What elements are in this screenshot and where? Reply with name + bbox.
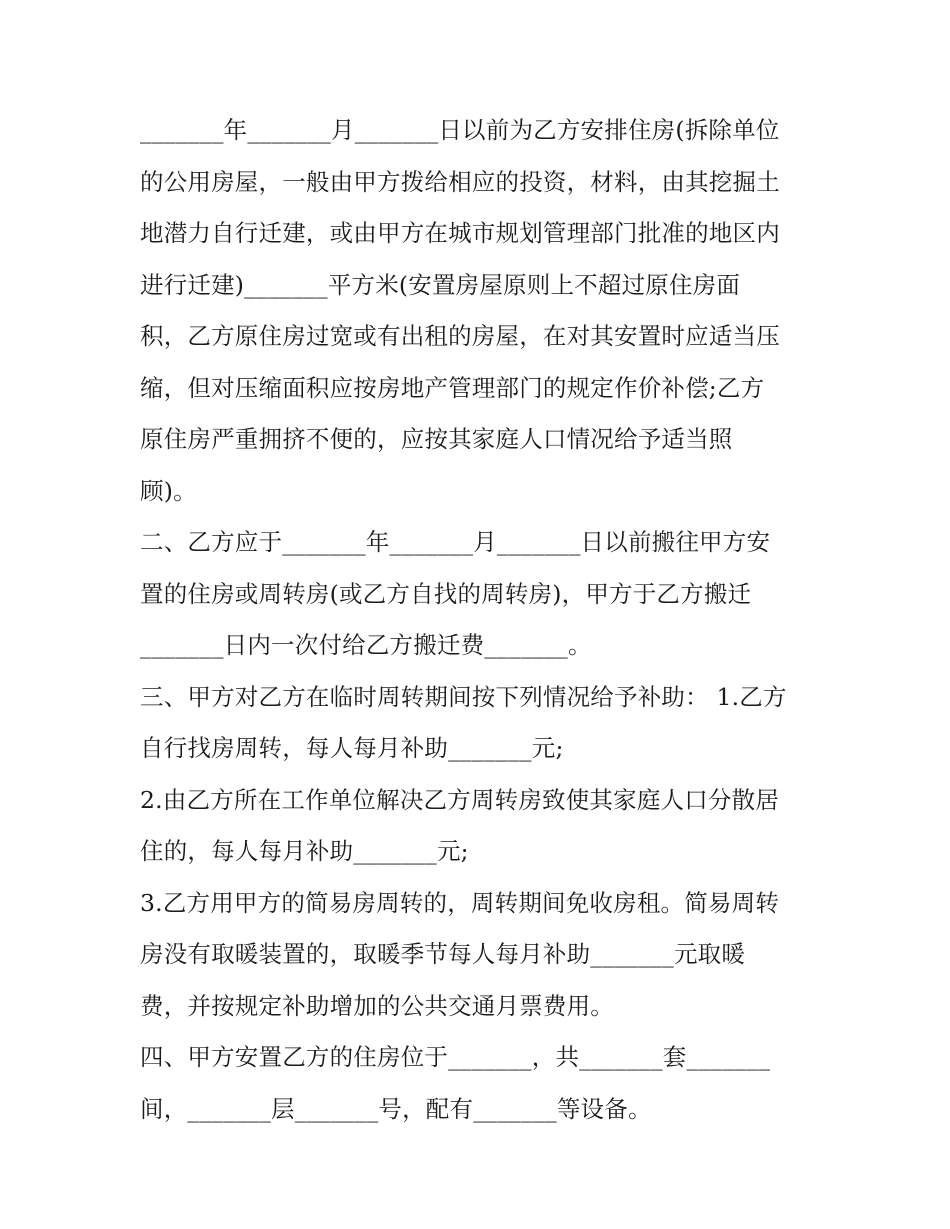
text-line: 置的住房或周转房(或乙方自找的周转房)，甲方于乙方搬迁: [140, 579, 752, 608]
text-line: 积，乙方原住房过宽或有出租的房屋，在对其安置时应适当压: [140, 322, 780, 350]
text-line: 2.由乙方所在工作单位解决乙方周转房致使其家庭人口分散居: [140, 785, 780, 814]
text-line: 原住房严重拥挤不便的，应按其家庭人口情况给予适当照: [140, 425, 733, 453]
text-line: 费，并按规定补助增加的公共交通月票费用。: [140, 991, 614, 1020]
clause-3-line: 三、甲方对乙方在临时周转期间按下列情况给予补助： 1.乙方: [140, 682, 787, 711]
text-line: _______年_______月_______日以前为乙方安排住房(拆除单位: [140, 116, 780, 144]
text-line: 自行找房周转，每人每月补助_______元;: [140, 734, 564, 762]
text-line: 的公用房屋，一般由甲方拨给相应的投资，材料，由其挖掘土: [140, 167, 780, 196]
text-line: 顾)。: [140, 476, 197, 505]
contract-body: [140, 105, 820, 1135]
clause-2-line: 二、乙方应于_______年_______月_______日以前搬往甲方安: [140, 528, 771, 556]
text-line: 间，_______层_______号，配有_______等设备。: [140, 1094, 652, 1123]
text-line: 进行迁建)_______平方米(安置房屋原则上不超过原住房面: [140, 270, 741, 299]
clause-4-line: 四、甲方安置乙方的住房位于_______，共_______套_______: [140, 1043, 771, 1071]
text-line: 地潜力自行迁建，或由甲方在城市规划管理部门批准的地区内: [140, 219, 780, 247]
text-line: 缩，但对压缩面积应按房地产管理部门的规定作价补偿;乙方: [140, 373, 765, 402]
text-line: 3.乙方用甲方的简易房周转的，周转期间免收房租。简易周转: [140, 888, 780, 917]
text-line: _______日内一次付给乙方搬迁费_______。: [140, 631, 592, 659]
text-line: 住的，每人每月补助_______元;: [140, 837, 469, 865]
text-line: 房没有取暖装置的，取暖季节每人每月补助_______元取暖: [140, 940, 746, 968]
